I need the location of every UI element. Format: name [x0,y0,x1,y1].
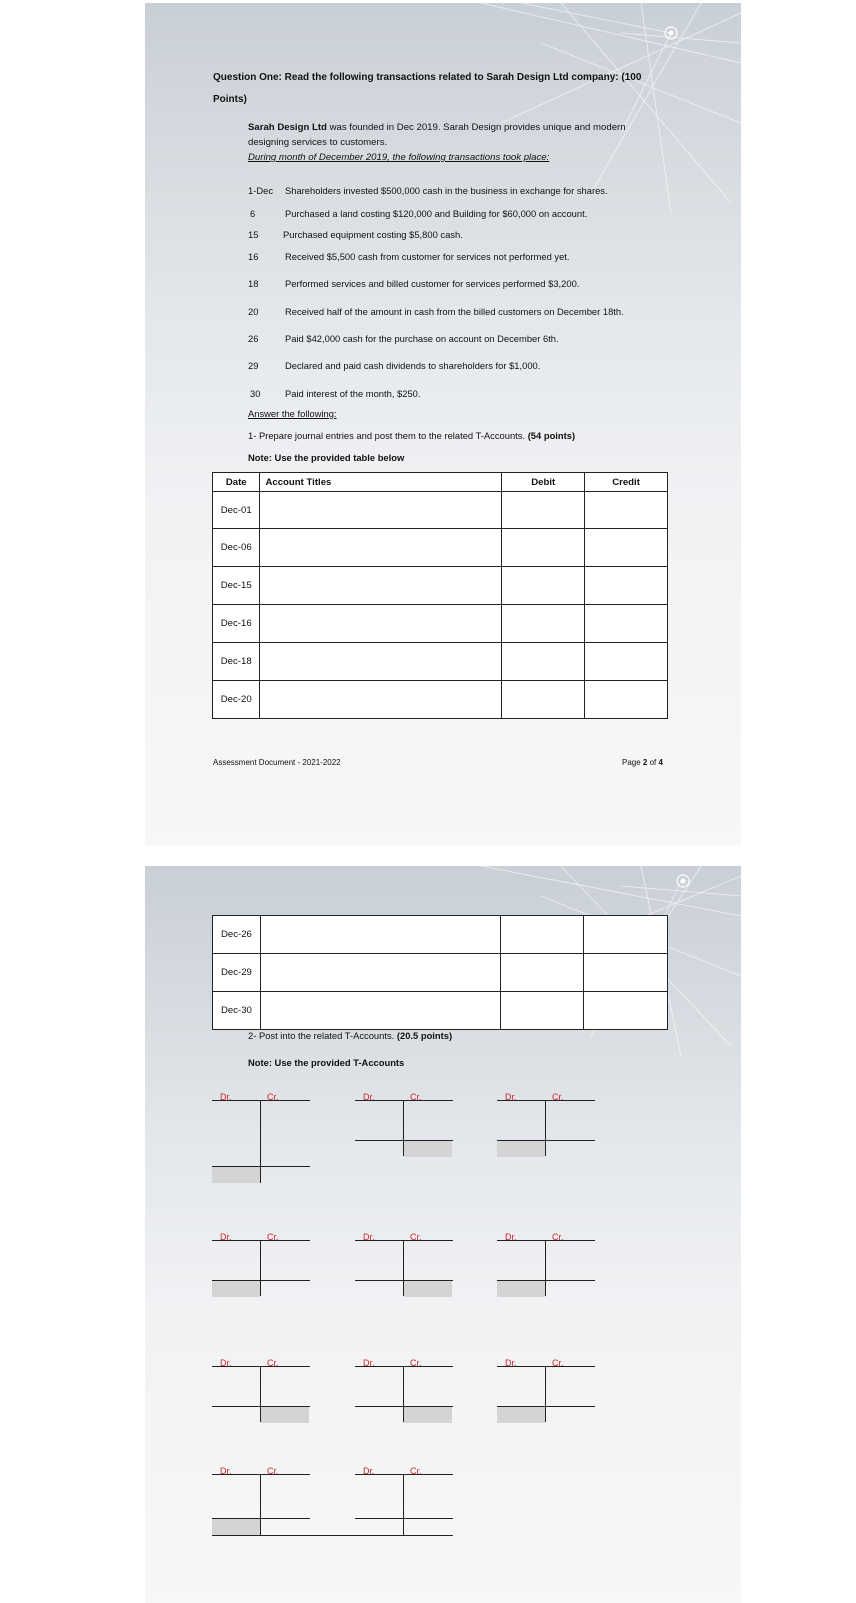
account-titles-cell[interactable] [260,954,500,992]
transaction-day: 1-Dec [248,185,274,196]
credit-label: Cr. [410,1092,422,1102]
credit-cell[interactable] [585,567,668,605]
transaction-text: Purchased a land costing $120,000 and Building for $60,000 on account. [285,208,588,219]
balance-cell[interactable] [497,1407,545,1423]
page-prefix: Page [622,758,643,767]
t-account [355,1230,453,1314]
balance-cell[interactable] [261,1407,309,1423]
answer-note-1: Note: Use the provided table below [248,452,405,463]
debit-cell[interactable] [502,529,585,567]
debit-label: Dr. [220,1466,232,1476]
journal-date: Dec-30 [213,992,261,1030]
credit-label: Cr. [552,1232,564,1242]
credit-cell[interactable] [584,992,668,1030]
journal-table-continued [212,915,668,1030]
journal-row [213,916,668,954]
answer-item-2 [248,1030,452,1041]
footer-document-label: Assessment Document - 2021-2022 [213,758,341,767]
transaction-day: 26 [248,333,259,344]
t-account [497,1090,595,1174]
answer-item-1-points: (54 points) [527,430,576,441]
journal-row [213,992,668,1030]
account-titles-cell[interactable] [260,605,502,643]
t-account [497,1230,595,1314]
credit-cell[interactable] [585,681,668,719]
bottom-rule [212,1535,453,1536]
journal-date: Dec-06 [213,529,260,567]
debit-label: Dr. [220,1232,232,1242]
page-total: 4 [658,758,663,767]
transaction-day: 6 [250,208,256,219]
balance-cell[interactable] [404,1141,452,1157]
answer-note-2: Note: Use the provided T-Accounts [248,1057,405,1068]
credit-cell[interactable] [585,529,668,567]
answer-item-2-text: 2- Post into the related T-Accounts. [248,1030,395,1041]
journal-row [213,643,668,681]
transaction-day: 29 [248,360,259,371]
debit-label: Dr. [220,1358,232,1368]
account-titles-cell[interactable] [260,492,502,529]
t-account [212,1356,310,1440]
balance-cell[interactable] [212,1167,260,1183]
account-titles-cell[interactable] [260,529,502,567]
account-titles-cell[interactable] [260,992,500,1030]
journal-date: Dec-20 [213,681,260,719]
credit-label: Cr. [410,1466,422,1476]
answer-item-2-points: (20.5 points) [396,1030,453,1041]
answer-heading: Answer the following: [248,408,337,419]
debit-cell[interactable] [500,916,584,954]
journal-row [213,605,668,643]
page-current: 2 [642,758,648,767]
journal-date: Dec-18 [213,643,260,681]
journal-date: Dec-26 [213,916,261,954]
debit-label: Dr. [505,1092,517,1102]
debit-label: Dr. [505,1232,517,1242]
transaction-text: Paid interest of the month, $250. [285,388,421,399]
transaction-day: 20 [248,306,259,317]
credit-label: Cr. [267,1232,279,1242]
debit-label: Dr. [363,1466,375,1476]
credit-label: Cr. [552,1092,564,1102]
debit-cell[interactable] [502,605,585,643]
t-account [355,1356,453,1440]
transaction-text: Received $5,500 cash from customer for services not performed yet. [285,251,570,262]
balance-cell[interactable] [497,1141,545,1157]
credit-cell[interactable] [584,916,668,954]
balance-cell[interactable] [212,1281,260,1297]
intro-line2: designing services to customers. [248,137,388,148]
transaction-text: Performed services and billed customer for services performed $3,200. [285,278,580,289]
account-titles-cell[interactable] [260,643,502,681]
transaction-text: Declared and paid cash dividends to shareholders for $1,000. [285,360,541,371]
t-account [355,1090,453,1174]
debit-label: Dr. [363,1232,375,1242]
question-title-line1: Question One: Read the following transactions related to Sarah Design Ltd company: (100 [213,72,642,83]
balance-cell[interactable] [404,1281,452,1297]
credit-cell[interactable] [585,492,668,529]
transaction-text: Paid $42,000 cash for the purchase on account on December 6th. [285,333,559,344]
journal-date: Dec-16 [213,605,260,643]
journal-row [213,529,668,567]
debit-label: Dr. [505,1358,517,1368]
journal-row [213,954,668,992]
credit-label: Cr. [552,1358,564,1368]
company-name: Sarah Design Ltd [248,122,327,133]
debit-cell[interactable] [502,492,585,529]
header-debit: Debit [502,473,585,492]
transaction-day: 18 [248,278,259,289]
header-account-titles: Account Titles [260,473,502,492]
answer-item-1 [248,430,575,441]
credit-label: Cr. [410,1232,422,1242]
document-page-3 [145,866,741,1603]
t-account [497,1356,595,1440]
credit-label: Cr. [267,1092,279,1102]
account-titles-cell[interactable] [260,681,502,719]
debit-cell[interactable] [502,681,585,719]
header-date: Date [213,473,260,492]
credit-label: Cr. [410,1358,422,1368]
debit-label: Dr. [363,1358,375,1368]
journal-row [213,492,668,529]
footer-page-number [622,758,663,767]
account-titles-cell[interactable] [260,916,500,954]
journal-table [212,472,668,719]
debit-cell[interactable] [500,992,584,1030]
intro-line1 [248,121,626,135]
transaction-text: Shareholders invested $500,000 cash in the business in exchange for shares. [285,185,608,196]
credit-label: Cr. [267,1358,279,1368]
journal-date: Dec-01 [213,492,260,529]
transaction-text: Purchased equipment costing $5,800 cash. [283,229,463,240]
answer-item-1-text: 1- Prepare journal entries and post them to the related T-Accounts. [248,430,526,441]
journal-row [213,681,668,719]
credit-cell[interactable] [585,643,668,681]
debit-cell[interactable] [502,567,585,605]
balance-cell[interactable] [212,1519,260,1535]
question-title-line2: Points) [213,94,247,105]
journal-header-row [213,473,668,492]
account-titles-cell[interactable] [260,567,502,605]
credit-label: Cr. [267,1466,279,1476]
balance-cell[interactable] [497,1281,545,1297]
transaction-day: 15 [248,229,259,240]
page-of: of [647,758,659,767]
t-account [212,1090,310,1174]
transaction-text: Received half of the amount in cash from the billed customers on December 18th. [285,306,624,317]
journal-date: Dec-15 [213,567,260,605]
header-credit: Credit [585,473,668,492]
debit-label: Dr. [220,1092,232,1102]
transaction-day: 30 [250,388,261,399]
intro-line3: During month of December 2019, the following transactions took place: [248,152,550,163]
intro-line1-text: was founded in Dec 2019. Sarah Design provides unique and modern [326,122,626,133]
document-page-2 [145,3,741,845]
credit-cell[interactable] [584,954,668,992]
t-account [212,1230,310,1314]
debit-label: Dr. [363,1092,375,1102]
journal-row [213,567,668,605]
debit-cell[interactable] [502,643,585,681]
debit-cell[interactable] [500,954,584,992]
credit-cell[interactable] [585,605,668,643]
journal-date: Dec-29 [213,954,261,992]
transaction-day: 16 [248,251,259,262]
balance-cell[interactable] [404,1407,452,1423]
